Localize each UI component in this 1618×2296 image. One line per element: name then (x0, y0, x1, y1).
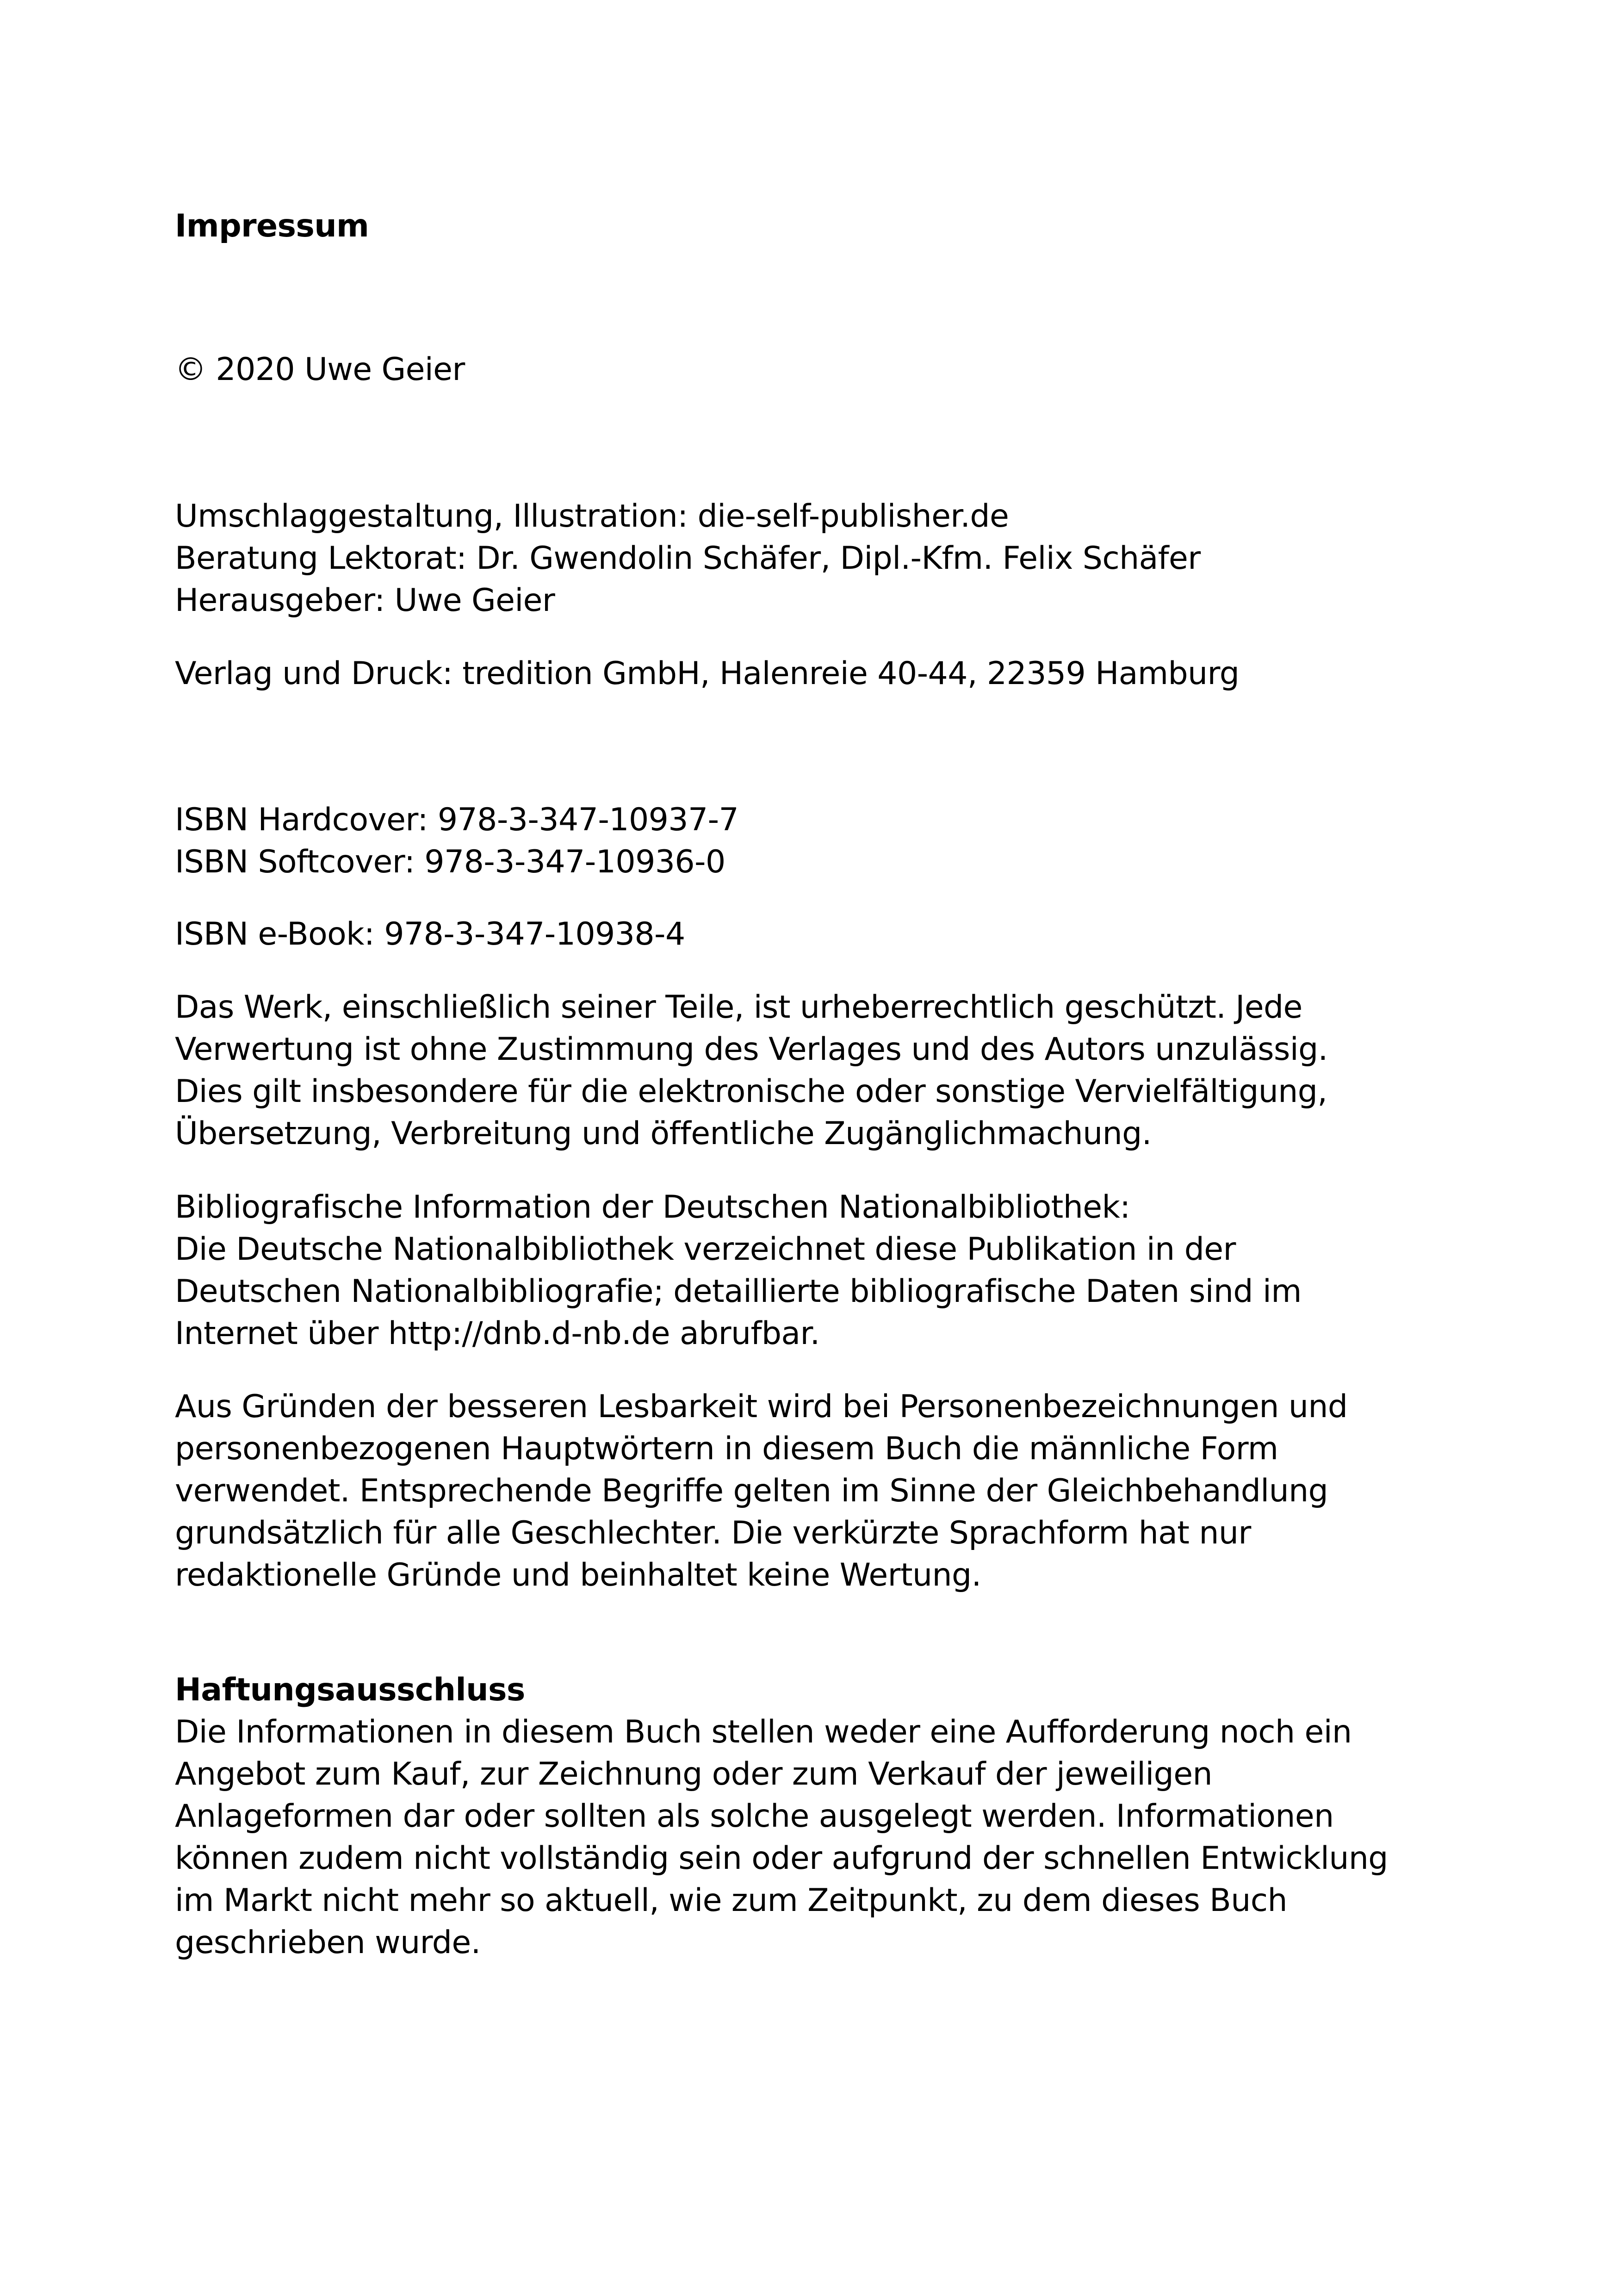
isbn-hardcover: ISBN Hardcover: 978-3-347-10937-7 (175, 802, 739, 838)
bibliographic-line: Internet über http://dnb.d-nb.de abrufbar. (175, 1315, 820, 1352)
credit-cover-design: Umschlaggestaltung, Illustration: die-self-publisher.de (175, 498, 1009, 535)
disclaimer-line: geschrieben wurde. (175, 1924, 481, 1961)
disclaimer-line: Angebot zum Kauf, zur Zeichnung oder zum Verkauf der jeweiligen (175, 1756, 1212, 1792)
disclaimer-line: Anlageformen dar oder sollten als solche ausgelegt werden. Informationen (175, 1798, 1334, 1835)
bibliographic-line: Die Deutsche Nationalbibliothek verzeichnet diese Publikation in der (175, 1231, 1236, 1268)
gender-note-line: redaktionelle Gründe und beinhaltet keine Wertung. (175, 1557, 981, 1593)
bibliographic-line: Deutschen Nationalbibliografie; detaillierte bibliografische Daten sind im (175, 1273, 1302, 1310)
disclaimer-heading: Haftungsausschluss (175, 1672, 525, 1708)
copyright-line: © 2020 Uwe Geier (175, 351, 465, 388)
publisher-address: Verlag und Druck: tredition GmbH, Halenreie 40-44, 22359 Hamburg (175, 655, 1240, 692)
copyright-notice-line: Verwertung ist ohne Zustimmung des Verlages und des Autors unzulässig. (175, 1031, 1328, 1068)
copyright-notice-line: Übersetzung, Verbreitung und öffentliche Zugänglichmachung. (175, 1115, 1152, 1152)
disclaimer-line: im Markt nicht mehr so aktuell, wie zum Zeitpunkt, zu dem dieses Buch (175, 1882, 1288, 1919)
copyright-notice-line: Dies gilt insbesondere für die elektronische oder sonstige Vervielfältigung, (175, 1073, 1327, 1110)
imprint-heading: Impressum (175, 208, 369, 244)
gender-note-line: Aus Gründen der besseren Lesbarkeit wird bei Personenbezeichnungen und (175, 1388, 1348, 1425)
credit-editing: Beratung Lektorat: Dr. Gwendolin Schäfer, Dipl.-Kfm. Felix Schäfer (175, 540, 1201, 577)
gender-note-line: personenbezogenen Hauptwörtern in diesem Buch die männliche Form (175, 1431, 1278, 1467)
disclaimer-line: Die Informationen in diesem Buch stellen weder eine Aufforderung noch ein (175, 1714, 1352, 1750)
credit-publisher: Herausgeber: Uwe Geier (175, 582, 555, 619)
bibliographic-line: Bibliografische Information der Deutschen Nationalbibliothek: (175, 1189, 1130, 1226)
disclaimer-line: können zudem nicht vollständig sein oder aufgrund der schnellen Entwicklung (175, 1840, 1388, 1877)
copyright-notice-line: Das Werk, einschließlich seiner Teile, ist urheberrechtlich geschützt. Jede (175, 989, 1302, 1026)
gender-note-line: grundsätzlich für alle Geschlechter. Die verkürzte Sprachform hat nur (175, 1515, 1251, 1551)
isbn-softcover: ISBN Softcover: 978-3-347-10936-0 (175, 844, 725, 880)
gender-note-line: verwendet. Entsprechende Begriffe gelten im Sinne der Gleichbehandlung (175, 1473, 1328, 1509)
isbn-ebook: ISBN e-Book: 978-3-347-10938-4 (175, 916, 685, 952)
